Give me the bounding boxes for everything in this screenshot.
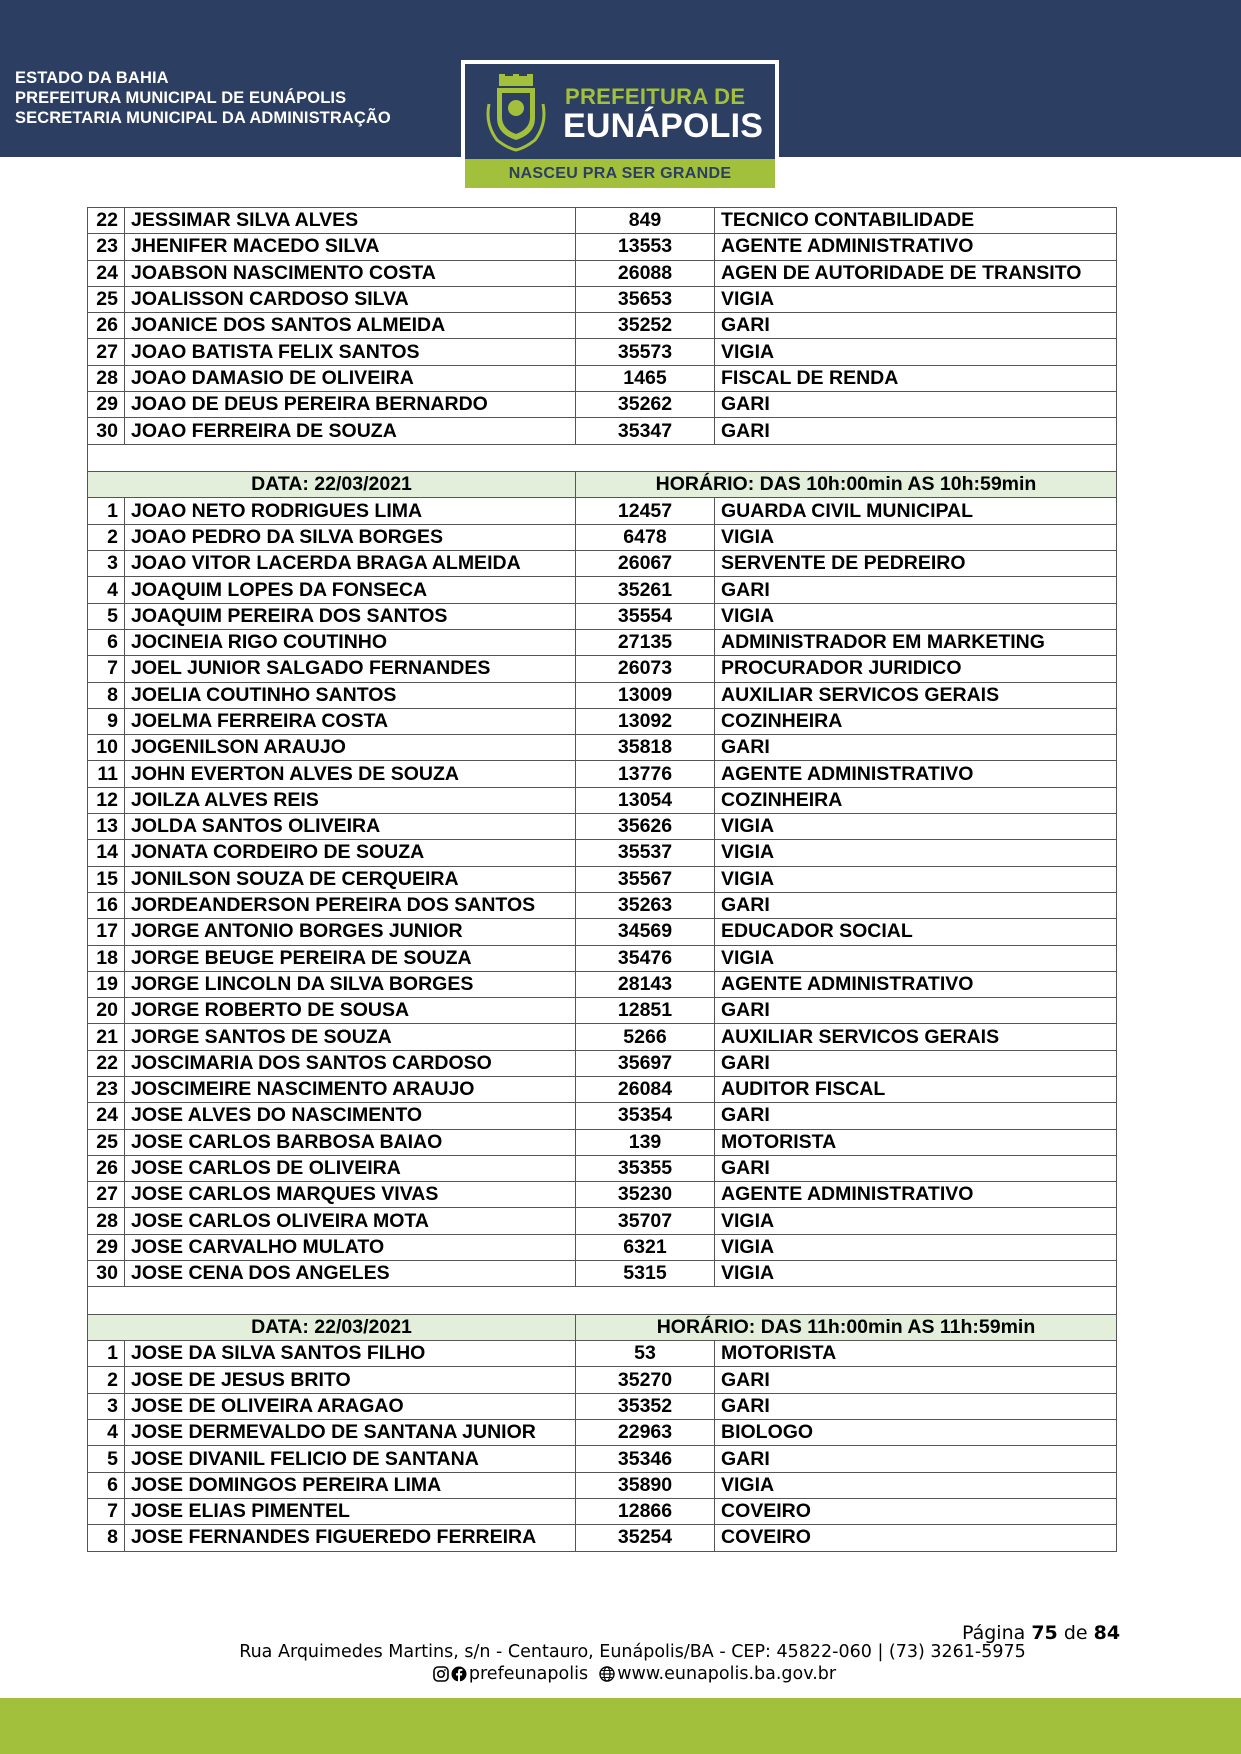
registration-number: 35818 [576, 735, 715, 761]
employee-name: JOALISSON CARDOSO SILVA [125, 286, 576, 312]
employee-name: JOAO FERREIRA DE SOUZA [125, 418, 576, 444]
registration-number: 13054 [576, 787, 715, 813]
job-title: GUARDA CIVIL MUNICIPAL [715, 498, 1117, 524]
table-row [88, 1182, 1117, 1208]
employee-name: JOSE DE JESUS BRITO [125, 1367, 576, 1393]
registration-number: 13092 [576, 708, 715, 734]
table-row [88, 1341, 1117, 1367]
employee-name: JOHN EVERTON ALVES DE SOUZA [125, 761, 576, 787]
row-number: 6 [88, 1472, 125, 1498]
row-number: 11 [88, 761, 125, 787]
row-number: 5 [88, 603, 125, 629]
table-row [88, 1234, 1117, 1260]
row-number: 20 [88, 998, 125, 1024]
job-title: AGENTE ADMINISTRATIVO [715, 234, 1117, 260]
table-row [88, 1498, 1117, 1524]
table-row [88, 339, 1117, 365]
table-row [88, 1393, 1117, 1419]
table-row [88, 498, 1117, 524]
table-row [88, 866, 1117, 892]
job-title: PROCURADOR JURIDICO [715, 656, 1117, 682]
header-line-state: ESTADO DA BAHIA [15, 69, 169, 87]
row-number: 8 [88, 682, 125, 708]
table-row [88, 1472, 1117, 1498]
footer-address: Rua Arquimedes Martins, s/n - Centauro, Eunápolis/BA - CEP: 45822-060 | (73) 3261-5975 [239, 1642, 1026, 1662]
registration-number: 35554 [576, 603, 715, 629]
job-title: VIGIA [715, 1208, 1117, 1234]
row-number: 7 [88, 1498, 125, 1524]
registration-number: 35537 [576, 840, 715, 866]
row-number: 24 [88, 1103, 125, 1129]
schedule-section-header [88, 472, 1117, 498]
page-total: 84 [1093, 1622, 1121, 1644]
employee-name: JORGE BEUGE PEREIRA DE SOUZA [125, 945, 576, 971]
section-time: HORÁRIO: DAS 10h:00min AS 10h:59min [576, 472, 1117, 498]
table-row [88, 1261, 1117, 1287]
registration-number: 849 [576, 208, 715, 234]
row-number: 27 [88, 1182, 125, 1208]
registration-number: 35707 [576, 1208, 715, 1234]
row-number: 26 [88, 1155, 125, 1181]
registration-number: 6321 [576, 1234, 715, 1260]
employee-name: JOSE CARLOS BARBOSA BAIAO [125, 1129, 576, 1155]
registration-number: 35476 [576, 945, 715, 971]
logo-line-2: EUNÁPOLIS [563, 107, 764, 145]
table-row [88, 1077, 1117, 1103]
job-title: GARI [715, 735, 1117, 761]
table-row [88, 1208, 1117, 1234]
registration-number: 5266 [576, 1024, 715, 1050]
logo-slogan: NASCEU PRA SER GRANDE [465, 159, 775, 188]
employee-name: JORDEANDERSON PEREIRA DOS SANTOS [125, 892, 576, 918]
table-row [88, 365, 1117, 391]
employee-schedule-table [87, 207, 1117, 1552]
employee-name: JOGENILSON ARAUJO [125, 735, 576, 761]
header-line-secretariat: SECRETARIA MUNICIPAL DA ADMINISTRAÇÃO [15, 109, 391, 127]
row-number: 2 [88, 524, 125, 550]
row-number: 6 [88, 629, 125, 655]
table-row [88, 971, 1117, 997]
job-title: GARI [715, 1155, 1117, 1181]
row-number: 23 [88, 1077, 125, 1103]
registration-number: 35347 [576, 418, 715, 444]
employee-name: JOSE DE OLIVEIRA ARAGAO [125, 1393, 576, 1419]
row-number: 3 [88, 1393, 125, 1419]
job-title: COVEIRO [715, 1525, 1117, 1551]
employee-name: JOAQUIM PEREIRA DOS SANTOS [125, 603, 576, 629]
section-date: DATA: 22/03/2021 [88, 1314, 576, 1340]
job-title: COZINHEIRA [715, 708, 1117, 734]
row-number: 14 [88, 840, 125, 866]
table-row [88, 708, 1117, 734]
spacer-row [88, 444, 1117, 472]
row-number: 30 [88, 418, 125, 444]
employee-name: JOSE DERMEVALDO DE SANTANA JUNIOR [125, 1420, 576, 1446]
job-title: GARI [715, 1367, 1117, 1393]
job-title: TECNICO CONTABILIDADE [715, 208, 1117, 234]
job-title: VIGIA [715, 524, 1117, 550]
row-number: 16 [88, 892, 125, 918]
header-text [15, 68, 391, 128]
registration-number: 28143 [576, 971, 715, 997]
table-row [88, 208, 1117, 234]
table-row [88, 840, 1117, 866]
row-number: 29 [88, 392, 125, 418]
registration-number: 5315 [576, 1261, 715, 1287]
table-row [88, 551, 1117, 577]
row-number: 21 [88, 1024, 125, 1050]
job-title: VIGIA [715, 1472, 1117, 1498]
table-row [88, 286, 1117, 312]
table-row [88, 998, 1117, 1024]
registration-number: 35270 [576, 1367, 715, 1393]
row-number: 28 [88, 365, 125, 391]
table-row [88, 313, 1117, 339]
job-title: GARI [715, 892, 1117, 918]
row-number: 15 [88, 866, 125, 892]
page-current: 75 [1031, 1622, 1058, 1644]
employee-name: JOANICE DOS SANTOS ALMEIDA [125, 313, 576, 339]
job-title: COZINHEIRA [715, 787, 1117, 813]
spacer-cell [88, 444, 1117, 472]
job-title: GARI [715, 418, 1117, 444]
employee-name: JONILSON SOUZA DE CERQUEIRA [125, 866, 576, 892]
job-title: VIGIA [715, 1261, 1117, 1287]
job-title: COVEIRO [715, 1498, 1117, 1524]
table-row [88, 629, 1117, 655]
section-date: DATA: 22/03/2021 [88, 472, 576, 498]
schedule-table-body [88, 208, 1117, 1552]
employee-name: JOSE DA SILVA SANTOS FILHO [125, 1341, 576, 1367]
row-number: 22 [88, 208, 125, 234]
employee-name: JOELMA FERREIRA COSTA [125, 708, 576, 734]
row-number: 1 [88, 498, 125, 524]
registration-number: 26084 [576, 1077, 715, 1103]
employee-name: JOSE CARLOS OLIVEIRA MOTA [125, 1208, 576, 1234]
row-number: 18 [88, 945, 125, 971]
employee-name: JOABSON NASCIMENTO COSTA [125, 260, 576, 286]
job-title: VIGIA [715, 814, 1117, 840]
employee-name: JORGE LINCOLN DA SILVA BORGES [125, 971, 576, 997]
job-title: AGENTE ADMINISTRATIVO [715, 1182, 1117, 1208]
registration-number: 13776 [576, 761, 715, 787]
job-title: VIGIA [715, 603, 1117, 629]
employee-name: JHENIFER MACEDO SILVA [125, 234, 576, 260]
row-number: 7 [88, 656, 125, 682]
table-row [88, 1024, 1117, 1050]
coat-of-arms-icon [485, 74, 547, 152]
registration-number: 35355 [576, 1155, 715, 1181]
section-time: HORÁRIO: DAS 11h:00min AS 11h:59min [576, 1314, 1117, 1340]
employee-name: JOSE ALVES DO NASCIMENTO [125, 1103, 576, 1129]
table-row [88, 577, 1117, 603]
page-separator: de [1063, 1622, 1088, 1644]
job-title: EDUCADOR SOCIAL [715, 919, 1117, 945]
table-row [88, 418, 1117, 444]
prefecture-logo [461, 60, 779, 192]
registration-number: 53 [576, 1341, 715, 1367]
social-handle: prefeunapolis [468, 1664, 589, 1684]
table-row [88, 1155, 1117, 1181]
spacer-cell [88, 1287, 1117, 1315]
employee-name: JONATA CORDEIRO DE SOUZA [125, 840, 576, 866]
job-title: GARI [715, 1103, 1117, 1129]
facebook-icon [451, 1666, 467, 1682]
employee-name: JOAO DAMASIO DE OLIVEIRA [125, 365, 576, 391]
logo-panel [465, 64, 775, 159]
row-number: 3 [88, 551, 125, 577]
job-title: GARI [715, 313, 1117, 339]
employee-name: JOELIA COUTINHO SANTOS [125, 682, 576, 708]
registration-number: 12851 [576, 998, 715, 1024]
job-title: AGENTE ADMINISTRATIVO [715, 761, 1117, 787]
schedule-section-header [88, 1314, 1117, 1340]
row-number: 28 [88, 1208, 125, 1234]
job-title: AUXILIAR SERVICOS GERAIS [715, 1024, 1117, 1050]
registration-number: 35252 [576, 313, 715, 339]
row-number: 22 [88, 1050, 125, 1076]
page-number [962, 1622, 1120, 1644]
registration-number: 26088 [576, 260, 715, 286]
globe-icon [599, 1666, 615, 1682]
table-row [88, 1103, 1117, 1129]
employee-name: JOSE CARLOS DE OLIVEIRA [125, 1155, 576, 1181]
employee-name: JOCINEIA RIGO COUTINHO [125, 629, 576, 655]
registration-number: 12866 [576, 1498, 715, 1524]
employee-name: JOLDA SANTOS OLIVEIRA [125, 814, 576, 840]
employee-name: JOILZA ALVES REIS [125, 787, 576, 813]
registration-number: 35890 [576, 1472, 715, 1498]
registration-number: 35573 [576, 339, 715, 365]
registration-number: 35230 [576, 1182, 715, 1208]
page-prefix: Página [962, 1622, 1026, 1644]
employee-name: JOSE CARLOS MARQUES VIVAS [125, 1182, 576, 1208]
job-title: AUXILIAR SERVICOS GERAIS [715, 682, 1117, 708]
registration-number: 27135 [576, 629, 715, 655]
job-title: FISCAL DE RENDA [715, 365, 1117, 391]
employee-name: JOAO VITOR LACERDA BRAGA ALMEIDA [125, 551, 576, 577]
employee-name: JOAO NETO RODRIGUES LIMA [125, 498, 576, 524]
table-row [88, 603, 1117, 629]
registration-number: 26073 [576, 656, 715, 682]
row-number: 12 [88, 787, 125, 813]
table-row [88, 787, 1117, 813]
row-number: 29 [88, 1234, 125, 1260]
employee-name: JOSE DOMINGOS PEREIRA LIMA [125, 1472, 576, 1498]
table-row [88, 1525, 1117, 1551]
employee-name: JOSE CENA DOS ANGELES [125, 1261, 576, 1287]
row-number: 25 [88, 1129, 125, 1155]
job-title: GARI [715, 1393, 1117, 1419]
table-row [88, 919, 1117, 945]
registration-number: 13553 [576, 234, 715, 260]
job-title: AGEN DE AUTORIDADE DE TRANSITO [715, 260, 1117, 286]
registration-number: 6478 [576, 524, 715, 550]
employee-name: JOSCIMEIRE NASCIMENTO ARAUJO [125, 1077, 576, 1103]
registration-number: 35352 [576, 1393, 715, 1419]
registration-number: 35697 [576, 1050, 715, 1076]
registration-number: 22963 [576, 1420, 715, 1446]
employee-name: JOSE ELIAS PIMENTEL [125, 1498, 576, 1524]
row-number: 23 [88, 234, 125, 260]
registration-number: 26067 [576, 551, 715, 577]
table-row [88, 945, 1117, 971]
employee-name: JOEL JUNIOR SALGADO FERNANDES [125, 656, 576, 682]
table-row [88, 1050, 1117, 1076]
registration-number: 35254 [576, 1525, 715, 1551]
row-number: 26 [88, 313, 125, 339]
table-row [88, 814, 1117, 840]
table-row [88, 735, 1117, 761]
table-row [88, 234, 1117, 260]
row-number: 17 [88, 919, 125, 945]
registration-number: 35346 [576, 1446, 715, 1472]
row-number: 30 [88, 1261, 125, 1287]
table-row [88, 1446, 1117, 1472]
employee-name: JOSE DIVANIL FELICIO DE SANTANA [125, 1446, 576, 1472]
table-row [88, 260, 1117, 286]
table-row [88, 656, 1117, 682]
registration-number: 35626 [576, 814, 715, 840]
employee-name: JESSIMAR SILVA ALVES [125, 208, 576, 234]
table-row [88, 892, 1117, 918]
job-title: GARI [715, 577, 1117, 603]
registration-number: 1465 [576, 365, 715, 391]
job-title: SERVENTE DE PEDREIRO [715, 551, 1117, 577]
row-number: 19 [88, 971, 125, 997]
instagram-icon [433, 1666, 449, 1682]
registration-number: 12457 [576, 498, 715, 524]
job-title: VIGIA [715, 840, 1117, 866]
registration-number: 35262 [576, 392, 715, 418]
row-number: 9 [88, 708, 125, 734]
footer-band [0, 1698, 1241, 1754]
job-title: AUDITOR FISCAL [715, 1077, 1117, 1103]
job-title: GARI [715, 1050, 1117, 1076]
job-title: MOTORISTA [715, 1129, 1117, 1155]
registration-number: 35261 [576, 577, 715, 603]
registration-number: 139 [576, 1129, 715, 1155]
employee-name: JOAO DE DEUS PEREIRA BERNARDO [125, 392, 576, 418]
job-title: VIGIA [715, 339, 1117, 365]
registration-number: 35653 [576, 286, 715, 312]
employee-name: JOSCIMARIA DOS SANTOS CARDOSO [125, 1050, 576, 1076]
job-title: AGENTE ADMINISTRATIVO [715, 971, 1117, 997]
row-number: 1 [88, 1341, 125, 1367]
job-title: VIGIA [715, 286, 1117, 312]
employee-name: JOAQUIM LOPES DA FONSECA [125, 577, 576, 603]
table-row [88, 1367, 1117, 1393]
job-title: ADMINISTRADOR EM MARKETING [715, 629, 1117, 655]
job-title: MOTORISTA [715, 1341, 1117, 1367]
job-title: BIOLOGO [715, 1420, 1117, 1446]
row-number: 2 [88, 1367, 125, 1393]
website-link[interactable]: www.eunapolis.ba.gov.br [617, 1664, 837, 1684]
registration-number: 35263 [576, 892, 715, 918]
row-number: 10 [88, 735, 125, 761]
employee-name: JORGE SANTOS DE SOUZA [125, 1024, 576, 1050]
job-title: GARI [715, 392, 1117, 418]
table-row [88, 682, 1117, 708]
employee-name: JOSE CARVALHO MULATO [125, 1234, 576, 1260]
logo-line-1: PREFEITURA DE [565, 84, 746, 109]
row-number: 24 [88, 260, 125, 286]
row-number: 5 [88, 1446, 125, 1472]
table-row [88, 761, 1117, 787]
job-title: VIGIA [715, 866, 1117, 892]
registration-number: 35567 [576, 866, 715, 892]
job-title: VIGIA [715, 1234, 1117, 1260]
table-row [88, 524, 1117, 550]
row-number: 8 [88, 1525, 125, 1551]
employee-name: JORGE ANTONIO BORGES JUNIOR [125, 919, 576, 945]
table-row [88, 392, 1117, 418]
employee-name: JOAO PEDRO DA SILVA BORGES [125, 524, 576, 550]
row-number: 4 [88, 1420, 125, 1446]
job-title: VIGIA [715, 945, 1117, 971]
job-title: GARI [715, 1446, 1117, 1472]
footer-social [0, 1664, 1241, 1684]
table-row [88, 1129, 1117, 1155]
registration-number: 34569 [576, 919, 715, 945]
row-number: 27 [88, 339, 125, 365]
header-line-prefecture: PREFEITURA MUNICIPAL DE EUNÁPOLIS [15, 89, 347, 107]
table-row [88, 1420, 1117, 1446]
spacer-row [88, 1287, 1117, 1315]
employee-name: JORGE ROBERTO DE SOUSA [125, 998, 576, 1024]
row-number: 13 [88, 814, 125, 840]
employee-name: JOAO BATISTA FELIX SANTOS [125, 339, 576, 365]
employee-name: JOSE FERNANDES FIGUEREDO FERREIRA [125, 1525, 576, 1551]
job-title: GARI [715, 998, 1117, 1024]
registration-number: 13009 [576, 682, 715, 708]
row-number: 25 [88, 286, 125, 312]
row-number: 4 [88, 577, 125, 603]
registration-number: 35354 [576, 1103, 715, 1129]
